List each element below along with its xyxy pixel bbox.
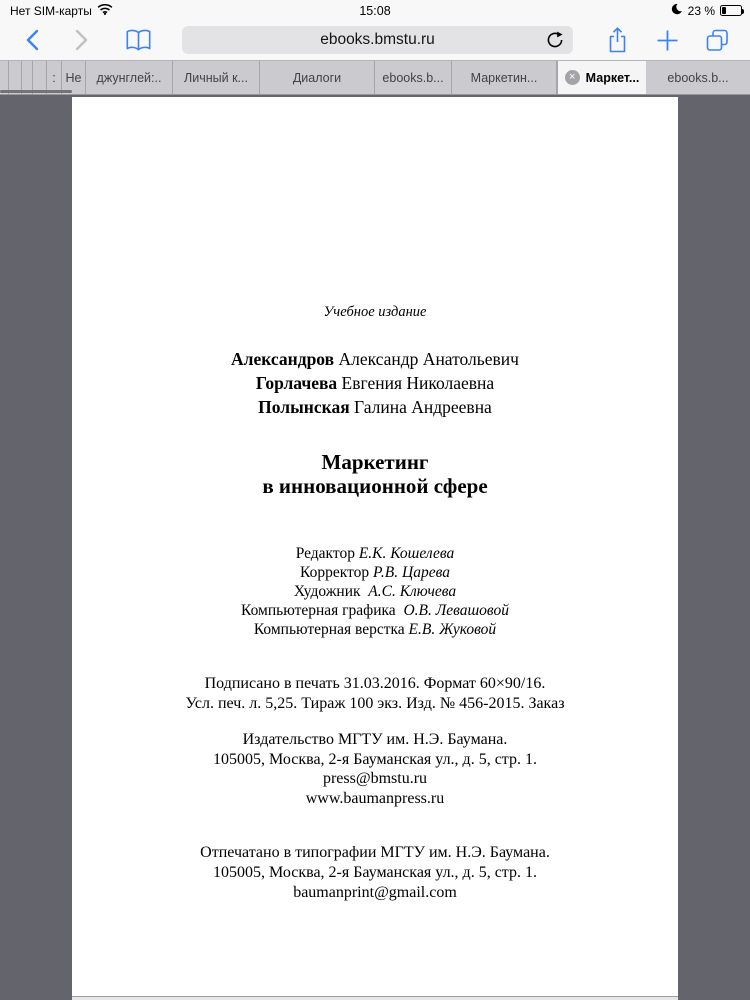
credit-line: Художник А.С. Ключева bbox=[293, 583, 457, 600]
browser-chrome bbox=[0, 0, 750, 60]
clock: 15:08 bbox=[359, 4, 391, 18]
publisher-site: www.baumanpress.ru bbox=[305, 789, 445, 807]
tab[interactable]: Диалоги bbox=[260, 61, 375, 94]
tab[interactable]: Не bbox=[62, 61, 86, 94]
back-button[interactable] bbox=[18, 20, 46, 60]
do-not-disturb-moon-icon bbox=[671, 3, 683, 18]
book-title: Маркетинг в инновационной сфере bbox=[262, 450, 488, 498]
url-text: ebooks.bmstu.ru bbox=[320, 31, 435, 48]
tab[interactable]: Личный к... bbox=[173, 61, 260, 94]
share-button[interactable] bbox=[602, 20, 632, 60]
web-content bbox=[0, 95, 750, 1000]
publisher-email: press@bmstu.ru bbox=[322, 770, 428, 787]
tab-bar bbox=[0, 60, 750, 95]
tab[interactable]: джунглей:.. bbox=[86, 61, 173, 94]
imprint-block: Подписано в печать 31.03.2016. Формат 60×90/16. Усл. печ. л. 5,25. Тираж 100 экз. Изд. № 456-2015. Заказ bbox=[185, 675, 565, 712]
reload-button[interactable] bbox=[546, 31, 564, 52]
credits-block bbox=[72, 544, 678, 639]
tab[interactable]: ebooks.b... bbox=[375, 61, 452, 94]
tabs-overview-button[interactable] bbox=[702, 20, 732, 60]
carrier-label: Нет SIM-карты bbox=[10, 3, 92, 18]
authors-block bbox=[72, 347, 678, 419]
tab[interactable]: Маркетин... bbox=[452, 61, 557, 94]
publisher-block: Издательство МГТУ им. Н.Э. Баумана. 105005, Москва, 2-я Бауманская ул., д. 5, стр. 1. press@bmstu.ru www.baumanpress.ru bbox=[72, 730, 678, 808]
bookmarks-button[interactable] bbox=[122, 20, 154, 60]
author-line: Полынская Галина Андреевна bbox=[258, 397, 492, 417]
author-line: Александров Александр Анатольевич bbox=[231, 349, 519, 369]
tab[interactable]: ebooks.b... bbox=[667, 70, 729, 85]
edition-note: Учебное издание bbox=[323, 304, 427, 320]
printer-email: baumanprint@gmail.com bbox=[293, 884, 457, 901]
credit-line: Компьютерная верстка Е.В. Жуковой bbox=[253, 621, 497, 638]
safari-toolbar bbox=[0, 20, 750, 60]
pdf-page bbox=[72, 97, 678, 996]
tab[interactable]: : bbox=[47, 61, 62, 94]
credit-line: Компьютерная графика О.В. Левашовой bbox=[241, 602, 509, 619]
author-line: Горлачева Евгения Николаевна bbox=[255, 373, 495, 393]
battery-percent-label: 23 % bbox=[687, 3, 715, 18]
address-bar[interactable] bbox=[182, 26, 573, 54]
battery-icon bbox=[720, 5, 742, 16]
printer-block: Отпечатано в типографии МГТУ им. Н.Э. Баумана. 105005, Москва, 2-я Бауманская ул., д. 5, стр. 1. baumanprint@gmail.com bbox=[72, 843, 678, 903]
status-bar bbox=[0, 0, 750, 20]
forward-button[interactable] bbox=[68, 20, 96, 60]
credit-line: Редактор Е.К. Кошелева bbox=[295, 545, 455, 562]
close-tab-icon[interactable]: × bbox=[565, 70, 580, 85]
credit-line: Корректор Р.В. Царева bbox=[300, 564, 450, 581]
tab-scroll-indicator[interactable] bbox=[0, 90, 72, 93]
tab-active[interactable]: × Маркет... bbox=[557, 61, 646, 94]
new-tab-button[interactable] bbox=[652, 20, 682, 60]
page-separator bbox=[72, 996, 678, 1000]
